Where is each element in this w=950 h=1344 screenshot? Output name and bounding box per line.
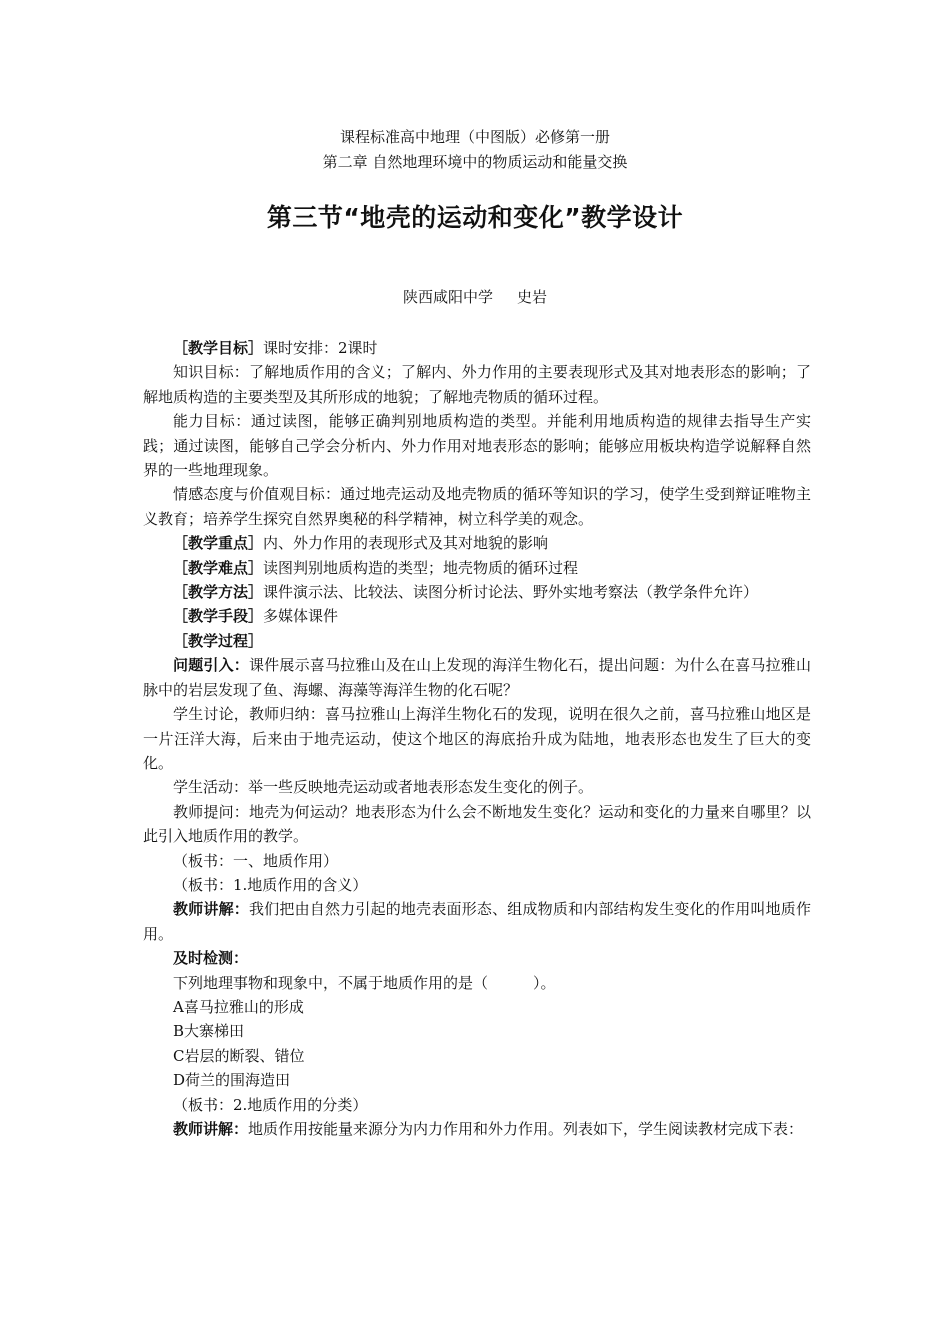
chapter-header-line: 第二章 自然地理环境中的物质运动和能量交换 xyxy=(322,153,628,171)
document-body xyxy=(143,336,811,1141)
knowledge-objective: 知识目标：了解地质作用的含义；了解内、外力作用的主要表现形式及其对地表形态的影响；了解地质构造的主要类型及其所形成的地貌；了解地壳物质的循环过程。 xyxy=(143,363,811,406)
answer-option: C岩层的断裂、错位 xyxy=(173,1046,305,1065)
attitude-objective: 情感态度与价值观目标：通过地壳运动及地壳物质的循环等知识的学习，使学生受到辩证唯物主义教育；培养学生探究自然界奥秘的科学精神，树立科学美的观念。 xyxy=(143,485,811,528)
section-label: ［教学手段］ xyxy=(173,607,264,626)
inline-label: 及时检测： xyxy=(173,949,249,968)
question-paragraph: 教师提问：地壳为何运动？地表形态为什么会不断地发生变化？运动和变化的力量来自哪里？以此引入地质作用的教学。 xyxy=(143,802,811,846)
check-heading xyxy=(143,946,811,970)
process-heading xyxy=(143,629,811,653)
answer-option: A喜马拉雅山的形成 xyxy=(173,997,304,1016)
document-title: 第三节“地壳的运动和变化”教学设计 xyxy=(266,203,684,232)
author-name: 史岩 xyxy=(517,288,548,306)
author-line xyxy=(0,286,950,308)
method-line: ［教学方法］课件演示法、比较法、读图分析讨论法、野外实地考察法（教学条件允许） xyxy=(173,583,759,602)
board-note: （板书：一、地质作用） xyxy=(173,851,339,870)
board-note: （板书：2.地质作用的分类） xyxy=(173,1095,368,1114)
lecture-paragraph: 教师讲解：我们把由自然力引起的地壳表面形态、组成物质和内部结构发生变化的作用叫地质作用。 xyxy=(143,900,811,943)
course-header-line: 课程标准高中地理（中图版）必修第一册 xyxy=(339,128,610,146)
ability-objective: 能力目标：通过读图，能够正确判别地质构造的类型。并能利用地质构造的规律去指导生产实践；通过读图，能够自己学会分析内、外力作用对地表形态的影响；能够应用板块构造学说解释自然界的一些地理现象。 xyxy=(143,412,811,480)
section-label: ［教学难点］ xyxy=(173,558,264,577)
answer-option: D荷兰的围海造田 xyxy=(173,1071,291,1090)
key-point-line: ［教学重点］内、外力作用的表现形式及其对地貌的影响 xyxy=(173,534,549,553)
section-label: ［教学目标］ xyxy=(173,339,264,357)
section-label: ［教学过程］ xyxy=(173,631,264,650)
inline-label: 教师讲解： xyxy=(173,900,249,919)
answer-option: B大寨梯田 xyxy=(173,1022,245,1041)
objectives-heading: ［教学目标］课时安排：2课时 xyxy=(173,339,378,357)
means-line: ［教学手段］多媒体课件 xyxy=(173,607,339,626)
intro-paragraph: 问题引入：课件展示喜马拉雅山及在山上发现的海洋生物化石，提出问题：为什么在喜马拉雅山脉中的岩层发现了鱼、海螺、海藻等海洋生物的化石呢？ xyxy=(143,656,811,699)
discussion-paragraph: 学生讨论，教师归纳：喜马拉雅山上海洋生物化石的发现，说明在很久之前，喜马拉雅山地区是一片汪洋大海，后来由于地壳运动，使这个地区的海底抬升成为陆地，地表形态也发生了巨大的变化。 xyxy=(143,705,811,772)
author-school: 陕西咸阳中学 xyxy=(402,288,493,306)
check-question: 下列地理事物和现象中，不属于地质作用的是（ ）。 xyxy=(173,973,556,992)
section-label: ［教学方法］ xyxy=(173,583,264,602)
inline-label: 问题引入： xyxy=(173,656,249,675)
section-label: ［教学重点］ xyxy=(173,534,264,553)
lecture-paragraph: 教师讲解：地质作用按能量来源分为内力作用和外力作用。列表如下，学生阅读教材完成下表： xyxy=(173,1120,804,1138)
inline-label: 教师讲解： xyxy=(173,1120,249,1138)
difficulty-line: ［教学难点］读图判别地质构造的类型；地壳物质的循环过程 xyxy=(173,558,579,577)
board-note: （板书：1.地质作用的含义） xyxy=(173,875,368,894)
activity-paragraph: 学生活动：举一些反映地壳运动或者地表形态发生变化的例子。 xyxy=(173,778,594,797)
